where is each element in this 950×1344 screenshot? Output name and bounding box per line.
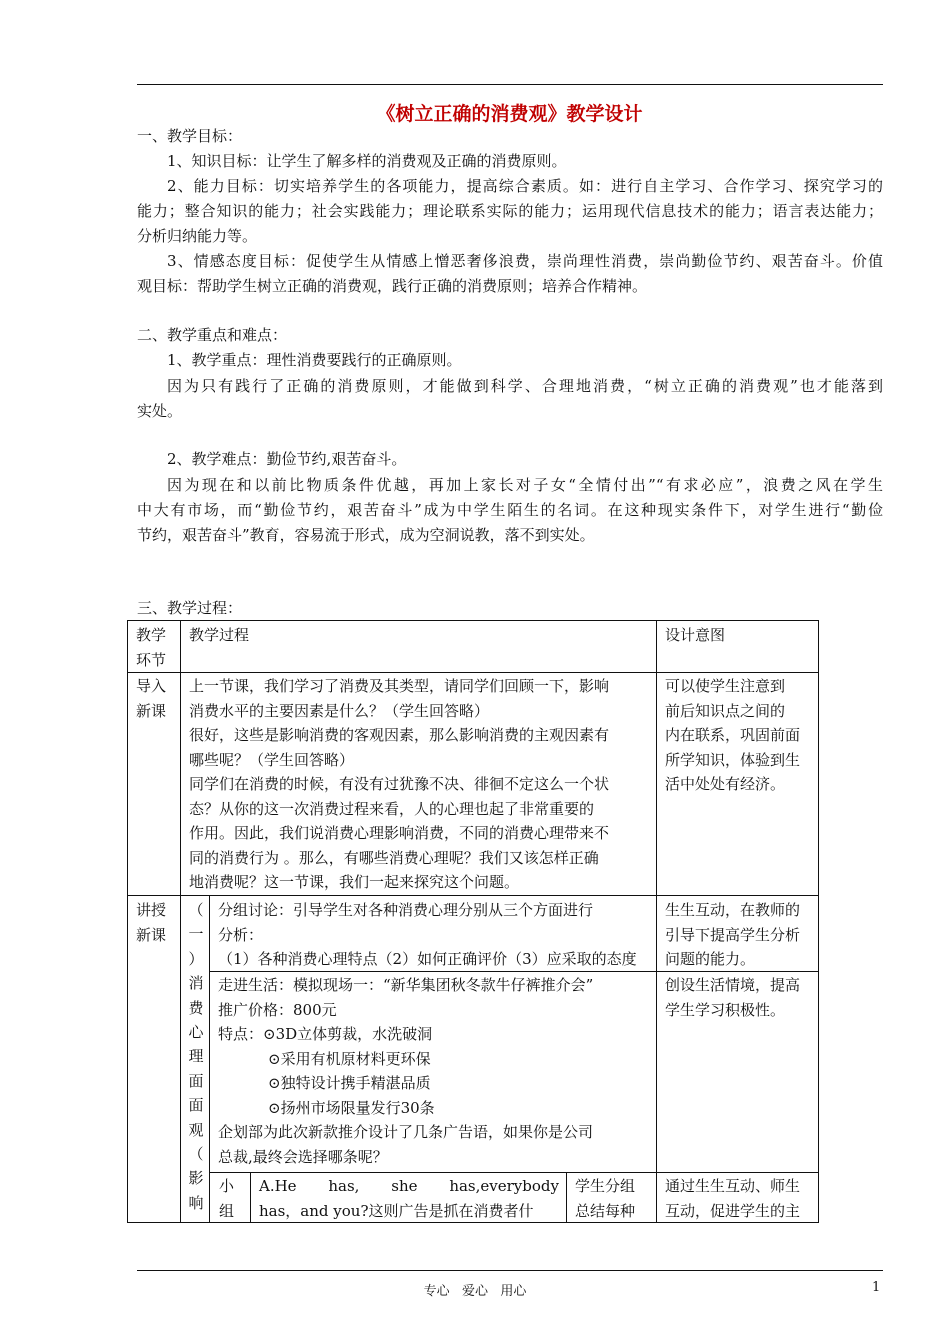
feature-item: ⊙采用有机原材料更环保 bbox=[268, 1049, 431, 1068]
table-header-process bbox=[189, 623, 249, 648]
key-point: 1、教学重点：理性消费要践行的正确原则。 bbox=[167, 351, 462, 369]
intent-line: 可以使学生注意到 bbox=[665, 677, 786, 695]
table-header-intent bbox=[665, 623, 725, 648]
row1-intent bbox=[665, 674, 800, 797]
group-label-char: 小 bbox=[219, 1177, 235, 1195]
row2-sub-label bbox=[188, 898, 204, 1215]
process-line: 作用。因此，我们说消费心理影响消费，不同的消费心理带来不 bbox=[189, 824, 610, 842]
summary-line: 学生分组 bbox=[575, 1177, 636, 1195]
sub-label-char: 面 bbox=[188, 1096, 204, 1115]
row2-scenario-intent bbox=[665, 973, 800, 1022]
process-line: 同学们在消费的时候，有没有过犹豫不决、徘徊不定这么一个状 bbox=[189, 775, 610, 793]
key-point-reason-line: 因为只有践行了正确的消费原则，才能做到科学、合理地消费，“树立正确的消费观”也才能落到 bbox=[167, 377, 883, 395]
page-number: 1 bbox=[872, 1280, 881, 1295]
row2-discussion-intent bbox=[665, 898, 800, 972]
goal-emotion-line: 3、情感态度目标：促使学生从情感上憎恶奢侈浪费，崇尚理性消费，崇尚勤俭节约、艰苦奋斗。价值 bbox=[167, 252, 883, 270]
stage-text: 讲授 bbox=[136, 901, 167, 919]
goal-emotion-line: 观目标：帮助学生树立正确的消费观，践行正确的消费原则；培养合作精神。 bbox=[137, 277, 648, 295]
intent-line: 学生学习积极性。 bbox=[665, 1000, 786, 1019]
process-line: 态？从你的这一次消费过程来看，人的心理也起了非常重要的 bbox=[189, 799, 595, 818]
difficulty-reason-line: 节约，艰苦奋斗”教育，容易流于形式，成为空洞说教，落不到实处。 bbox=[137, 526, 595, 544]
summary-line: 总结每种 bbox=[575, 1201, 636, 1220]
document-title: 《树立正确的消费观》教学设计 bbox=[376, 103, 643, 125]
process-line: 上一节课，我们学习了消费及其类型，请同学们回顾一下，影响 bbox=[189, 677, 610, 695]
scenario-line: 推广价格：800元 bbox=[218, 1000, 337, 1019]
goal-knowledge: 1、知识目标：让学生了解多样的消费观及正确的消费原则。 bbox=[167, 152, 567, 170]
intent-line: 问题的能力。 bbox=[665, 950, 756, 968]
ad-option-a bbox=[259, 1174, 559, 1223]
process-line: 哪些呢？（学生回答略） bbox=[189, 750, 355, 769]
feature-item: ⊙独特设计携手精湛品质 bbox=[268, 1074, 431, 1092]
intent-line: 前后知识点之间的 bbox=[665, 701, 786, 720]
feature-item: ⊙3D立体剪裁，水洗破洞 bbox=[263, 1025, 433, 1043]
footer-motto: 专心 爱心 用心 bbox=[423, 1284, 527, 1299]
sub-label-char: 一 bbox=[188, 925, 204, 944]
header-rule bbox=[137, 84, 883, 85]
table-header-text: 设计意图 bbox=[665, 626, 726, 644]
sub-label-char: ） bbox=[188, 949, 204, 968]
intent-line: 活中处处有经济。 bbox=[665, 775, 786, 793]
table-border-right bbox=[818, 620, 819, 1223]
intent-line: 通过生生互动、师生 bbox=[665, 1177, 801, 1195]
table-row-divider bbox=[127, 672, 819, 673]
discussion-line: 分组讨论：引导学生对各种消费心理分别从三个方面进行 bbox=[218, 901, 594, 919]
table-header-stage bbox=[136, 623, 166, 672]
stage-text: 新课 bbox=[136, 701, 167, 720]
section2-heading: 二、教学重点和难点： bbox=[137, 326, 288, 344]
process-line: 很好，这些是影响消费的客观因素，那么影响消费的主观因素有 bbox=[189, 726, 610, 744]
row2-discussion bbox=[218, 898, 637, 972]
stage-text: 导入 bbox=[136, 677, 167, 695]
row1-process bbox=[189, 674, 609, 895]
scenario-line: 走进生活：模拟现场一：“新华集团秋冬款牛仔裤推介会” bbox=[218, 976, 594, 994]
table-header-text: 环节 bbox=[136, 650, 167, 669]
process-line: 同的消费行为 。那么，有哪些消费心理呢？我们又该怎样正确 bbox=[189, 848, 599, 867]
ad-word: has,everybody bbox=[449, 1177, 559, 1195]
intent-line: 生生互动，在教师的 bbox=[665, 901, 801, 919]
key-point-reason-line: 实处。 bbox=[137, 402, 183, 420]
ad-word: she bbox=[391, 1177, 418, 1195]
ad-word: A.He bbox=[259, 1177, 297, 1195]
group-label-char: 组 bbox=[219, 1201, 235, 1220]
sub-label-char: （ bbox=[188, 1145, 204, 1164]
process-line: 消费水平的主要因素是什么？（学生回答略） bbox=[189, 701, 490, 720]
group-label bbox=[219, 1174, 234, 1223]
ad-word: has, bbox=[328, 1177, 360, 1195]
group-summary bbox=[575, 1174, 635, 1223]
ad-line: has，and you?这则广告是抓在消费者什 bbox=[259, 1201, 534, 1220]
table-col-divider bbox=[656, 620, 657, 1223]
goal-ability bbox=[137, 174, 883, 249]
table-inner-divider bbox=[209, 1172, 819, 1173]
table-border-left bbox=[127, 620, 128, 1223]
sub-label-char: 影 bbox=[188, 1169, 204, 1188]
table-header-text: 教学 bbox=[136, 626, 167, 644]
section3-heading: 三、教学过程： bbox=[137, 599, 243, 617]
row2-group-intent bbox=[665, 1174, 800, 1223]
goal-ability-line: 能力；整合知识的能力；社会实践能力；理论联系实际的能力；运用现代信息技术的能力；语言表达能力； bbox=[137, 202, 883, 220]
difficulty-reason bbox=[137, 473, 883, 548]
difficulty: 2、教学难点：勤俭节约,艰苦奋斗。 bbox=[167, 450, 407, 468]
intent-line: 引导下提高学生分析 bbox=[665, 925, 801, 944]
stage-text: 新课 bbox=[136, 925, 167, 944]
table-col-divider bbox=[209, 895, 210, 1223]
table-col-divider bbox=[566, 1172, 567, 1223]
section1-heading: 一、教学目标： bbox=[137, 127, 243, 145]
goal-emotion bbox=[137, 249, 883, 299]
key-point-reason bbox=[137, 374, 883, 424]
row2-scenario bbox=[218, 973, 593, 1169]
table-border-top bbox=[127, 620, 819, 621]
goal-ability-line: 2、能力目标：切实培养学生的各项能力，提高综合素质。如：进行自主学习、合作学习、探究学习的 bbox=[167, 177, 883, 195]
discussion-line: 分析： bbox=[218, 925, 264, 944]
sub-label-char: 心 bbox=[188, 1023, 204, 1042]
sub-label-char: 响 bbox=[188, 1193, 204, 1212]
table-col-divider bbox=[250, 1172, 251, 1223]
table-col-divider bbox=[180, 620, 181, 1223]
row2-stage bbox=[136, 898, 166, 947]
intent-line: 内在联系，巩固前面 bbox=[665, 726, 801, 744]
footer-rule bbox=[137, 1270, 883, 1271]
feature-item: ⊙扬州市场限量发行30条 bbox=[268, 1098, 435, 1117]
sub-label-char: 观 bbox=[188, 1120, 204, 1139]
row1-stage bbox=[136, 674, 166, 723]
discussion-line: （1）各种消费心理特点（2）如何正确评价（3）应采取的态度 bbox=[218, 950, 637, 968]
question-line: 总裁,最终会选择哪条呢？ bbox=[218, 1147, 388, 1166]
sub-label-char: 费 bbox=[188, 998, 204, 1017]
intent-line: 所学知识，体验到生 bbox=[665, 750, 801, 769]
intent-line: 互动，促进学生的主 bbox=[665, 1201, 801, 1220]
sub-label-char: 面 bbox=[188, 1071, 204, 1090]
intent-line: 创设生活情境，提高 bbox=[665, 976, 801, 994]
sub-label-char: 消 bbox=[188, 974, 204, 993]
process-line: 地消费呢？这一节课，我们一起来探究这个问题。 bbox=[189, 873, 520, 891]
features-label: 特点： bbox=[218, 1025, 264, 1043]
table-header-text: 教学过程 bbox=[189, 626, 250, 644]
difficulty-reason-line: 因为现在和以前比物质条件优越，再加上家长对子女“全情付出”“有求必应”，浪费之风在学生 bbox=[167, 476, 883, 494]
goal-ability-line: 分析归纳能力等。 bbox=[137, 227, 258, 245]
sub-label-char: 理 bbox=[188, 1047, 204, 1066]
question-line: 企划部为此次新款推介设计了几条广告语，如果你是公司 bbox=[218, 1123, 594, 1141]
sub-label-char: （ bbox=[188, 901, 204, 919]
table-row-divider bbox=[127, 895, 819, 896]
difficulty-reason-line: 中大有市场，而“勤俭节约，艰苦奋斗”成为中学生陌生的名词。在这种现实条件下，对学生进行“勤俭 bbox=[137, 501, 883, 519]
